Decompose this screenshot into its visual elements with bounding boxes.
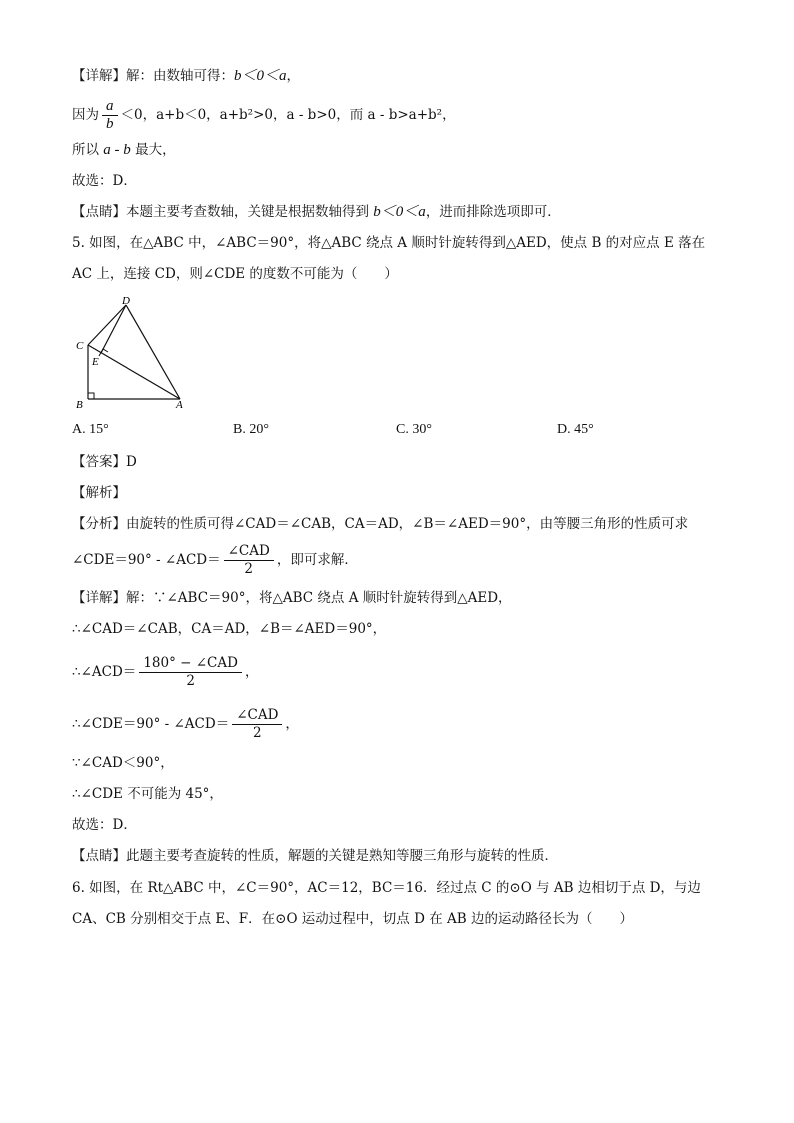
detail-line-4: 故选：D． xyxy=(72,173,137,189)
label-B: B xyxy=(76,399,83,411)
q5-comment: 【点睛】此题主要考查旋转的性质，解题的关键是熟知等腰三角形与旋转的性质． xyxy=(72,848,558,864)
option-c: C. 30° xyxy=(396,422,432,437)
analysis-heading: 【解析】 xyxy=(72,485,126,501)
label-D: D xyxy=(122,295,130,307)
detail-step-7: 故选：D． xyxy=(72,817,137,833)
label-C: C xyxy=(76,340,84,352)
detail-line-3: 所以 a - b 最大， xyxy=(72,142,176,158)
q6-stem-line-1: 6. 如图，在 Rt△ABC 中，∠C＝90°，AC＝12，BC＝16．经过点 C 的⊙O 与 AB 边相切于点 D，与边 xyxy=(72,880,701,896)
detail-step-3: ∴∠ACD＝ $\frac{\text{180° − ∠CAD}}{2}$ ， xyxy=(72,655,259,689)
q5-stem-line-2: AC 上，连接 CD，则∠CDE 的度数不可能为（ ） xyxy=(72,266,398,282)
detail-step-5: ∵∠CAD＜90°， xyxy=(72,755,174,771)
answer-line xyxy=(72,452,137,472)
answer-tag: 【答案】 xyxy=(72,454,126,470)
label-E: E xyxy=(92,356,99,368)
detail-step-4: ∴∠CDE＝90° - ∠ACD＝ $\frac{\text{∠CAD}}{2}$ ， xyxy=(72,707,299,741)
fraction-180-minus-cad-over-2: $\frac{\text{180° − ∠CAD}}{2}$ xyxy=(139,655,242,690)
comment-tag: 【点睛】 xyxy=(72,204,126,220)
label-A: A xyxy=(176,399,183,411)
detail-line-2: 因为 $\frac{a}{b}$ ＜0，a+b＜0，a+b²>0，a - b>0，而 a - b>a+b²， xyxy=(72,98,456,132)
fraction-cad-over-2-b: $\frac{\text{∠CAD}}{2}$ xyxy=(232,707,282,742)
answer-value: D xyxy=(126,454,137,470)
q5-stem-line-1: 5. 如图，在△ABC 中，∠ABC＝90°，将△ABC 绕点 A 顺时针旋转得到△AED，使点 B 的对应点 E 落在 xyxy=(72,235,706,251)
q5-figure xyxy=(70,292,190,412)
detail-step-6: ∴∠CDE 不可能为 45°， xyxy=(72,786,223,802)
detail-step-2: ∴∠CAD＝∠CAB，CA＝AD，∠B＝∠AED＝90°， xyxy=(72,621,387,637)
option-d: D. 45° xyxy=(557,422,594,437)
detail-step-1: 【详解】解：∵∠ABC＝90°，将△ABC 绕点 A 顺时针旋转得到△AED， xyxy=(72,590,512,606)
q6-stem-line-2: CA、CB 分别相交于点 E、F．在⊙O 运动过程中，切点 D 在 AB 边的运动路径长为（ ） xyxy=(72,911,633,927)
comment-line: 【点睛】本题主要考查数轴，关键是根据数轴得到 b＜0＜a，进而排除选项即可． xyxy=(72,204,561,220)
option-a: A. 15° xyxy=(72,422,109,437)
analysis-line-2: ∠CDE＝90° - ∠ACD＝ $\frac{\text{∠CAD}}{2}$ ，即可求解． xyxy=(72,543,358,577)
fraction-cad-over-2: $\frac{\text{∠CAD}}{2}$ xyxy=(224,543,274,578)
option-b: B. 20° xyxy=(233,422,269,437)
analysis-line-1: 【分析】由旋转的性质可得∠CAD＝∠CAB，CA＝AD，∠B＝∠AED＝90°，由等腰三角形的性质可求 xyxy=(72,516,689,532)
detail-line-1: 【详解】解：由数轴可得：b＜0＜a， xyxy=(72,68,301,84)
detail-tag: 【详解】 xyxy=(72,68,126,84)
fraction-a-over-b: $\frac{a}{b}$ xyxy=(102,98,118,133)
